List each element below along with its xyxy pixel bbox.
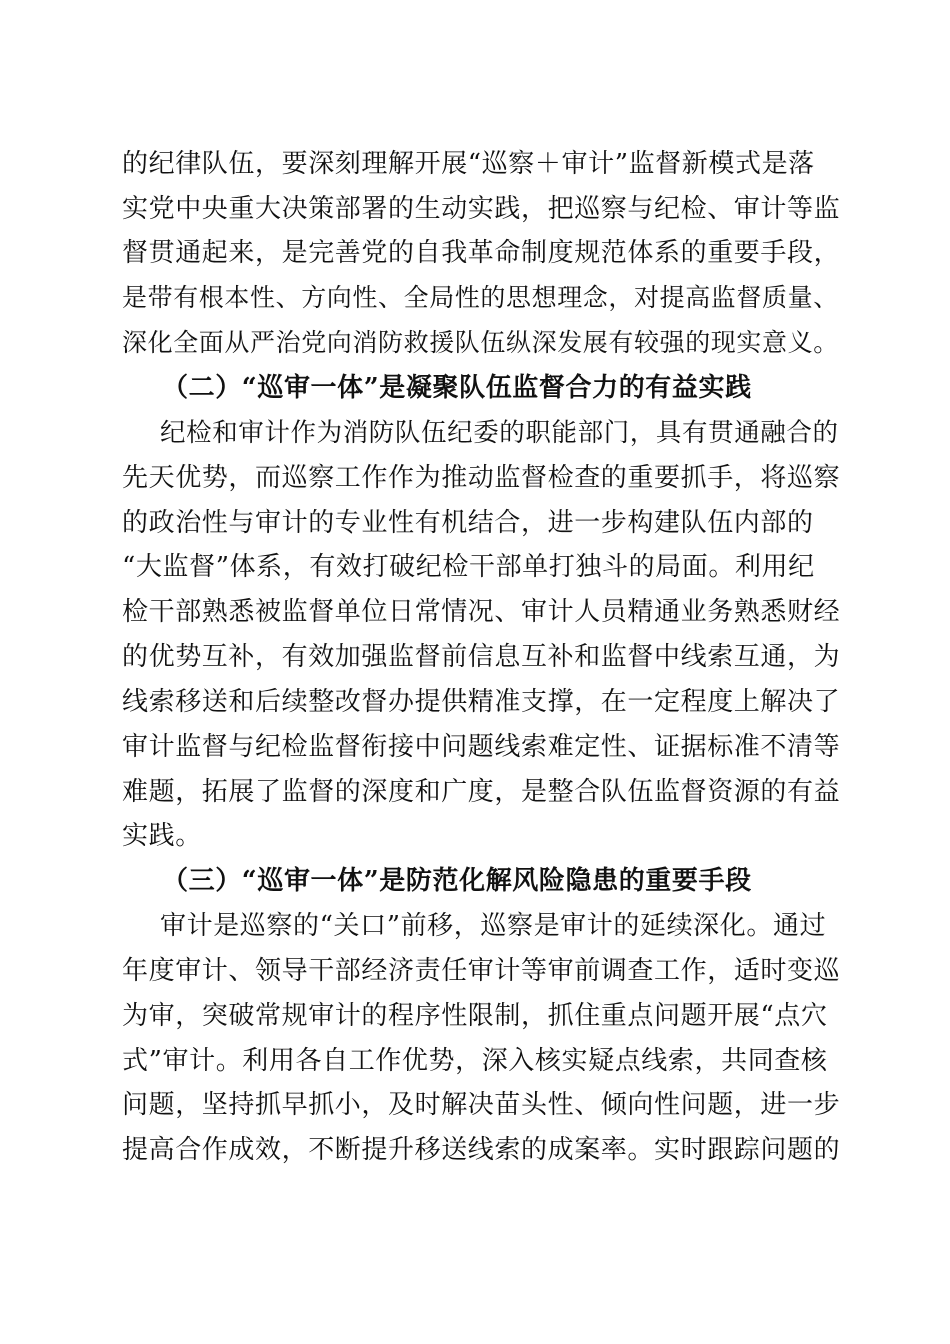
paragraph-line: 先天优势，而巡察工作作为推动监督检查的重要抓手，将巡察	[122, 463, 841, 493]
paragraph-line: 是带有根本性、方向性、全局性的思想理念，对提高监督质量、	[122, 283, 839, 312]
paragraph-line: 纪检和审计作为消防队伍纪委的职能部门，具有贯通融合的	[160, 418, 839, 448]
section-heading: （二）“巡审一体”是凝聚队伍监督合力的有益实践	[162, 373, 752, 403]
paragraph-line: “大监督”体系，有效打破纪检干部单打独斗的局面。利用纪	[122, 552, 815, 582]
paragraph-line: 检干部熟悉被监督单位日常情况、审计人员精通业务熟悉财经	[122, 597, 841, 627]
paragraph-line: 实党中央重大决策部署的生动实践，把巡察与纪检、审计等监	[122, 194, 841, 224]
paragraph-line: 年度审计、领导干部经济责任审计等审前调查工作，适时变巡	[122, 956, 841, 986]
paragraph-line: 式”审计。利用各自工作优势，深入核实疑点线索，共同查核	[122, 1046, 828, 1076]
paragraph-line: 的政治性与审计的专业性有机结合，进一步构建队伍内部的	[122, 508, 814, 538]
paragraph-line: 审计是巡察的“关口”前移，巡察是审计的延续深化。通过	[160, 911, 827, 941]
paragraph-line: 难题，拓展了监督的深度和广度，是整合队伍监督资源的有益	[122, 777, 841, 807]
paragraph-line: 深化全面从严治党向消防救援队伍纵深发展有较强的现实意义。	[122, 328, 839, 357]
paragraph-line: 审计监督与纪检监督衔接中问题线索难定性、证据标准不清等	[122, 732, 841, 762]
paragraph-line: 的纪律队伍，要深刻理解开展“巡察＋审计”监督新模式是落	[122, 149, 815, 179]
paragraph-line: 线索移送和后续整改督办提供精准支撑，在一定程度上解决了	[122, 687, 841, 717]
paragraph-line: 为审，突破常规审计的程序性限制，抓住重点问题开展“点穴	[122, 1001, 828, 1031]
paragraph-line: 问题，坚持抓早抓小，及时解决苗头性、倾向性问题，进一步	[122, 1090, 841, 1120]
paragraph-line: 的优势互补，有效加强监督前信息互补和监督中线索互通，为	[122, 642, 841, 672]
paragraph-line: 提高合作成效，不断提升移送线索的成案率。实时跟踪问题的	[122, 1135, 841, 1165]
paragraph-line: 实践。	[122, 821, 202, 851]
section-heading: （三）“巡审一体”是防范化解风险隐患的重要手段	[162, 866, 752, 896]
paragraph-line: 督贯通起来，是完善党的自我革命制度规范体系的重要手段，	[122, 238, 841, 268]
